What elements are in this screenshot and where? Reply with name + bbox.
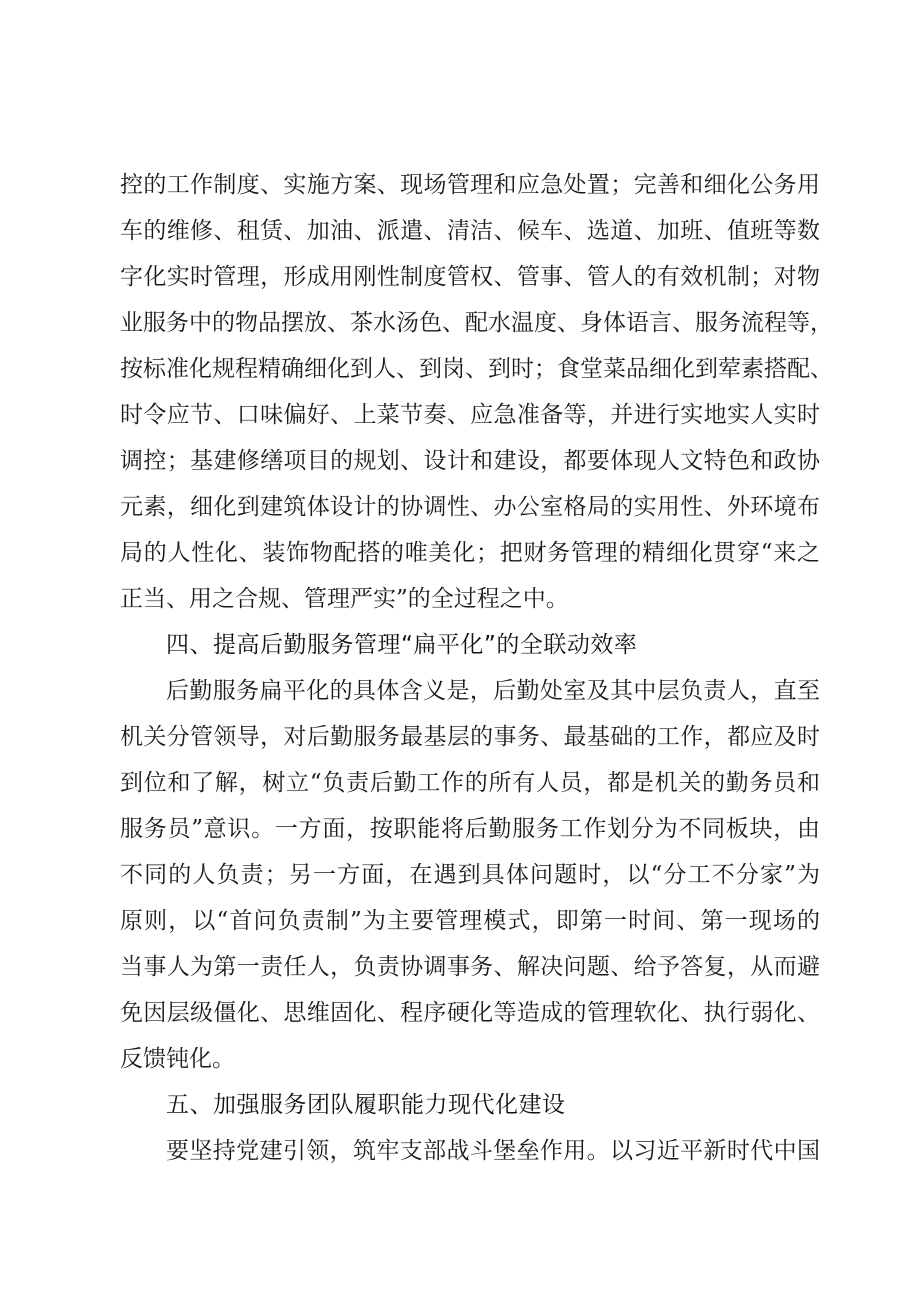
- paragraph-2-line: 免因层级僵化、思维固化、程序硬化等造成的管理软化、执行弱化、: [120, 1000, 820, 1026]
- paragraph-2-line: 原则，以“首问负责制”为主要管理模式，即第一时间、第一现场的: [120, 908, 820, 934]
- section-heading-5: 五、加强服务团队履职能力现代化建设: [166, 1092, 566, 1118]
- paragraph-2-line: 反馈钝化。: [120, 1046, 235, 1072]
- paragraph-3-line: 要坚持党建引领，筑牢支部战斗堡垒作用。以习近平新时代中国: [166, 1138, 820, 1164]
- paragraph-2-line: 不同的人负责；另一方面，在遇到具体问题时，以“分工不分家”为: [120, 862, 820, 888]
- paragraph-2-line: 服务员”意识。一方面，按职能将后勤服务工作划分为不同板块，由: [120, 816, 820, 842]
- paragraph-2-line: 当事人为第一责任人，负责协调事务、解决问题、给予答复，从而避: [120, 954, 820, 980]
- paragraph-1-line: 业服务中的物品摆放、茶水汤色、配水温度、身体语言、服务流程等，: [120, 310, 833, 336]
- paragraph-1-line: 按标准化规程精确细化到人、到岗、到时；食堂菜品细化到荤素搭配、: [120, 356, 833, 382]
- paragraph-1-line: 控的工作制度、实施方案、现场管理和应急处置；完善和细化公务用: [120, 172, 820, 198]
- paragraph-1-line: 车的维修、租赁、加油、派遣、清洁、候车、选道、加班、值班等数: [120, 218, 820, 244]
- paragraph-1-line: 调控；基建修缮项目的规划、设计和建设，都要体现人文特色和政协: [120, 448, 820, 474]
- paragraph-1-line: 元素，细化到建筑体设计的协调性、办公室格局的实用性、外环境布: [120, 494, 820, 520]
- paragraph-1-line: 局的人性化、装饰物配搭的唯美化；把财务管理的精细化贯穿“来之: [120, 540, 820, 566]
- paragraph-1-line: 字化实时管理，形成用刚性制度管权、管事、管人的有效机制；对物: [120, 264, 820, 290]
- paragraph-2-line: 到位和了解，树立“负责后勤工作的所有人员，都是机关的勤务员和: [120, 770, 820, 796]
- paragraph-1-line: 正当、用之合规、管理严实”的全过程之中。: [120, 586, 569, 612]
- paragraph-1-line: 时令应节、口味偏好、上菜节奏、应急准备等，并进行实地实人实时: [120, 402, 820, 428]
- paragraph-2-line: 机关分管领导，对后勤服务最基层的事务、最基础的工作，都应及时: [120, 724, 820, 750]
- paragraph-2-line: 后勤服务扁平化的具体含义是，后勤处室及其中层负责人，直至: [166, 678, 820, 704]
- section-heading-4: 四、提高后勤服务管理“扁平化”的全联动效率: [166, 632, 638, 658]
